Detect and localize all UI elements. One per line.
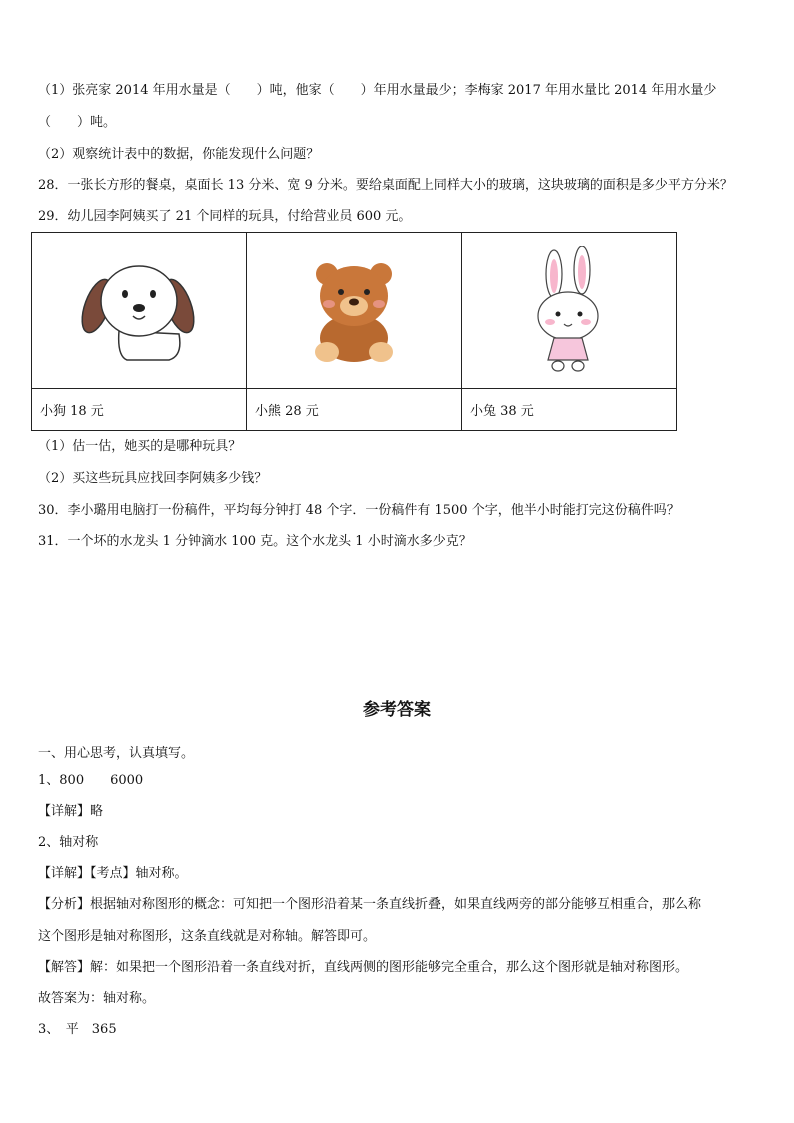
toy-label-dog: 小狗 18 元: [32, 389, 247, 431]
question-27-1-line1: （1）张亮家 2014 年用水量是（ ）吨，他家（ ）年用水量最少；李梅家 2017 年用水量比 2014 年用水量少: [38, 83, 717, 98]
toy-label-rabbit: 小兔 38 元: [462, 389, 677, 431]
answer-1-detail: 【详解】略: [38, 804, 104, 819]
question-29-2: （2）买这些玩具应找回李阿姨多少钱？: [38, 471, 268, 486]
question-31: 31．一个坏的水龙头 1 分钟滴水 100 克。这个水龙头 1 小时滴水多少克？: [38, 534, 472, 549]
answers-title: 参考答案: [363, 700, 431, 720]
answer-2-solution: 【解答】解：如果把一个图形沿着一条直线对折，直线两侧的图形能够完全重合，那么这个图形就是轴对称图形。: [38, 960, 689, 975]
bear-icon: [299, 256, 409, 366]
answer-3: 3、 平 365: [38, 1022, 117, 1037]
question-27-1-line2: （ ）吨。: [38, 115, 117, 130]
answer-2-conclusion: 故答案为：轴对称。: [38, 991, 156, 1006]
toy-image-cell-rabbit: [462, 233, 677, 389]
answer-2-analysis-line1: 【分析】根据轴对称图形的概念：可知把一个图形沿着某一条直线折叠，如果直线两旁的部分能够互相重合，那么称: [38, 897, 702, 912]
answer-1: 1、800 6000: [38, 773, 144, 788]
answer-2-analysis-line2: 这个图形是轴对称图形，这条直线就是对称轴。解答即可。: [38, 929, 377, 944]
toy-image-cell-bear: [247, 233, 462, 389]
toy-label-bear: 小熊 28 元: [247, 389, 462, 431]
question-29-1: （1）估一估，她买的是哪种玩具？: [38, 439, 242, 454]
question-29: 29．幼儿园李阿姨买了 21 个同样的玩具，付给营业员 600 元。: [38, 209, 412, 224]
rabbit-icon: [524, 246, 614, 376]
dog-icon: [79, 256, 199, 366]
question-28: 28．一张长方形的餐桌，桌面长 13 分米、宽 9 分米。要给桌面配上同样大小的玻璃，这块玻璃的面积是多少平方分米？: [38, 178, 733, 193]
question-30: 30．李小璐用电脑打一份稿件，平均每分钟打 48 个字．一份稿件有 1500 个字，他半小时能打完这份稿件吗？: [38, 503, 680, 518]
toy-image-cell-dog: [32, 233, 247, 389]
toy-price-table: [31, 232, 677, 431]
answer-2-detail: 【详解】【考点】轴对称。: [38, 866, 188, 881]
answer-2: 2、轴对称: [38, 835, 99, 850]
answers-section-1: 一、用心思考，认真填写。: [38, 746, 195, 761]
question-27-2: （2）观察统计表中的数据，你能发现什么问题？: [38, 147, 320, 162]
